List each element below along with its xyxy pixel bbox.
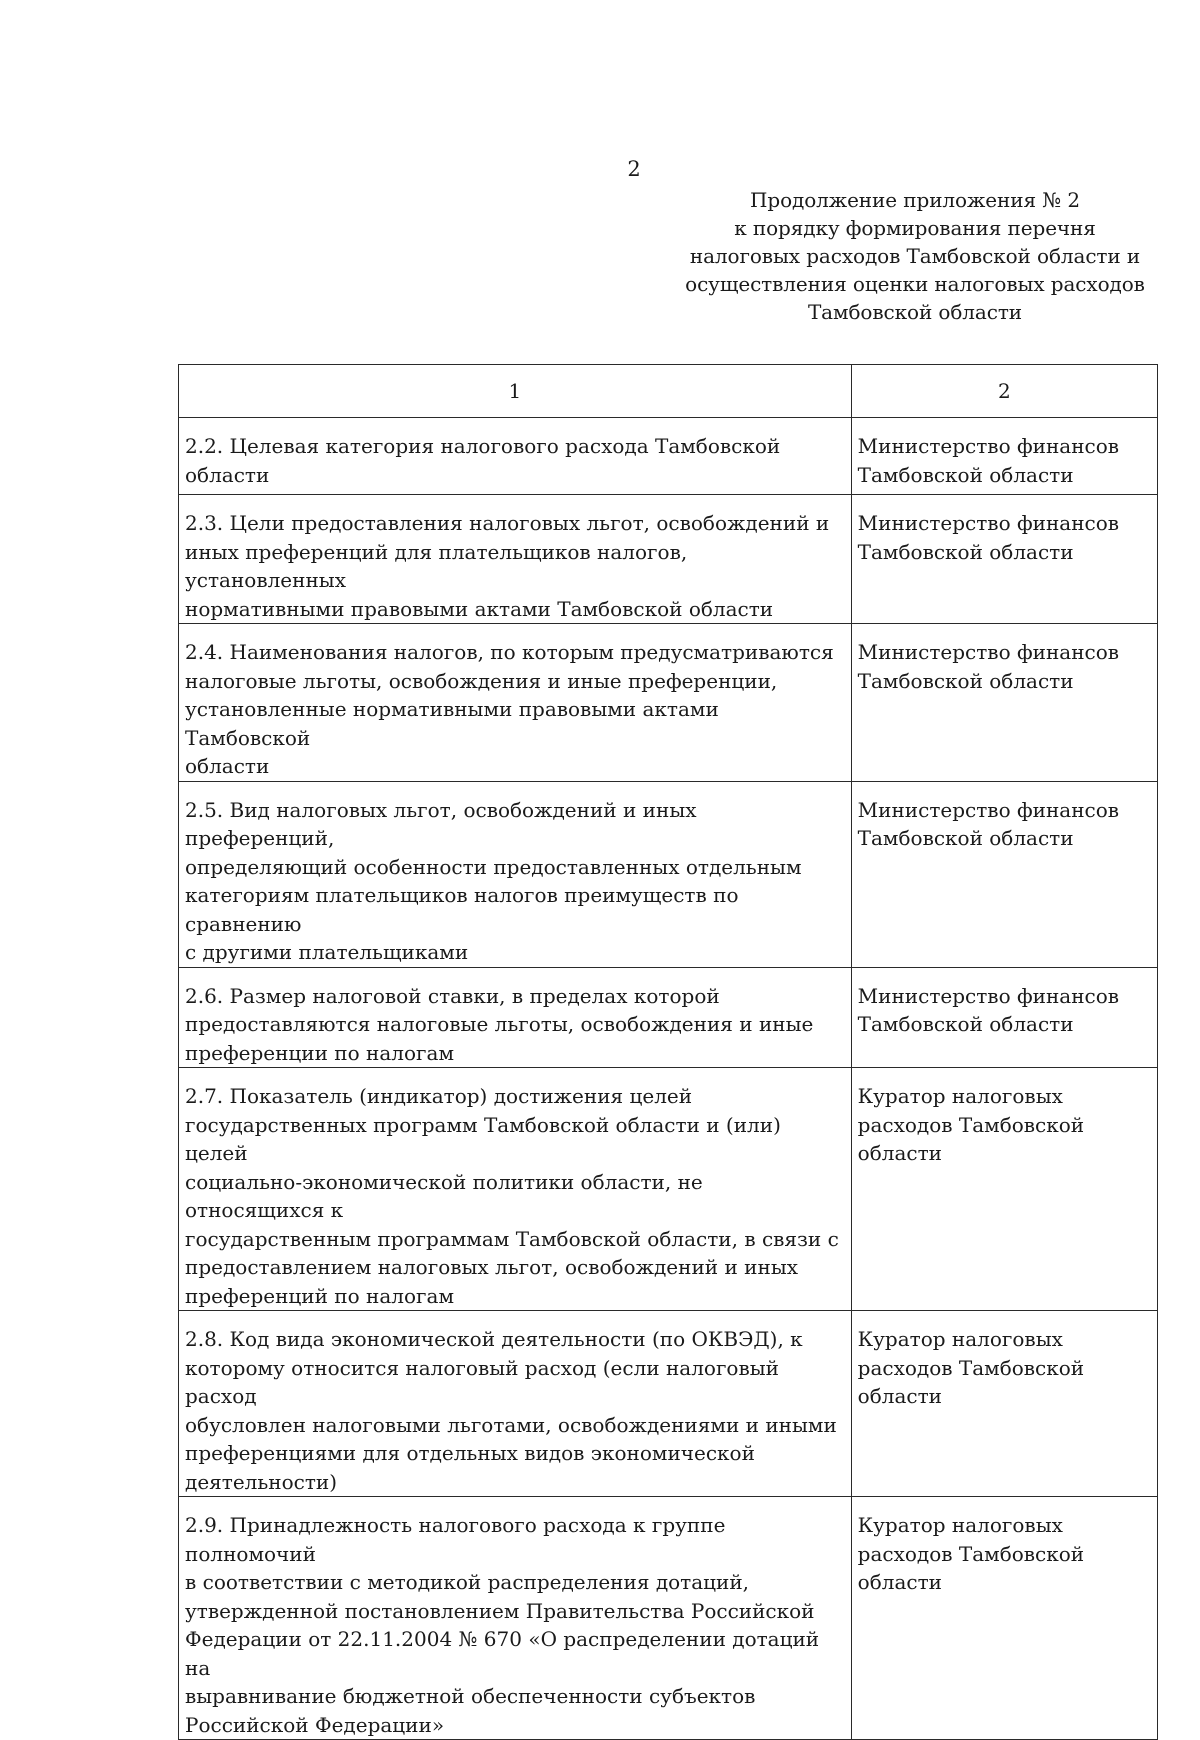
table-row (179, 624, 1158, 782)
table-cell-responsible (851, 1497, 1157, 1740)
appendix-header (660, 186, 1170, 326)
cell-line: Куратор налоговых (857, 1513, 1063, 1537)
cell-line: области (857, 1384, 942, 1408)
cell-line: преференций по налогам (185, 1283, 454, 1308)
page-number: 2 (627, 157, 641, 181)
table-header-row (179, 365, 1158, 418)
table-body (179, 418, 1158, 1740)
cell-line: Российской Федерации» (185, 1712, 445, 1737)
column-header-1: 1 (179, 365, 852, 418)
table-cell-responsible (851, 418, 1157, 495)
table-cell-description (179, 1497, 852, 1740)
cell-line: категориям плательщиков налогов преимуществ по сравнению (185, 883, 739, 936)
cell-line: социально-экономической политики области, не относящихся к (185, 1169, 703, 1222)
header-line: Продолжение приложения № 2 (750, 188, 1080, 212)
table-cell-description (179, 495, 852, 624)
cell-line: в соответствии с методикой распределения дотаций, (185, 1570, 750, 1594)
cell-line: 2.6. Размер налоговой ставки, в пределах которой (185, 983, 720, 1008)
cell-line: преференции по налогам (185, 1040, 454, 1065)
cell-line: Тамбовской области (857, 668, 1074, 693)
cell-line: 2.2. Целевая категория налогового расхода Тамбовской области (185, 434, 781, 487)
cell-line: Министерство финансов (857, 983, 1120, 1008)
header-line: Тамбовской области (807, 300, 1023, 324)
cell-line: которому относится налоговый расход (если налоговый расход (185, 1355, 779, 1408)
data-table (178, 364, 1158, 1740)
cell-line: определяющий особенности предоставленных отдельным (185, 854, 802, 879)
header-line: осуществления оценки налоговых расходов (685, 272, 1145, 296)
cell-line: 2.4. Наименования налогов, по которым предусматриваются (185, 640, 834, 664)
table-row (179, 1497, 1158, 1740)
header-line: к порядку формирования перечня (734, 216, 1096, 240)
cell-line: налоговые льготы, освобождения и иные преференции, (185, 668, 778, 693)
column-header-2: 2 (851, 365, 1157, 418)
table-row (179, 1068, 1158, 1311)
cell-line: нормативными правовыми актами Тамбовской области (185, 596, 774, 621)
cell-line: предоставлением налоговых льгот, освобождений и иных (185, 1255, 799, 1279)
cell-line: государственных программ Тамбовской области и (или) целей (185, 1112, 781, 1165)
cell-line: 2.8. Код вида экономической деятельности (по ОКВЭД), к (185, 1327, 803, 1351)
cell-line: обусловлен налоговыми льготами, освобождениями и иными (185, 1412, 837, 1437)
cell-line: Тамбовской области (857, 1012, 1074, 1036)
cell-line: 2.3. Цели предоставления налоговых льгот, освобождений и (185, 511, 830, 535)
table-row (179, 967, 1158, 1068)
table-cell-responsible (851, 624, 1157, 782)
table-cell-description (179, 1068, 852, 1311)
table-cell-description (179, 1311, 852, 1497)
table-cell-description (179, 781, 852, 967)
table-cell-description (179, 418, 852, 495)
cell-line: 2.9. Принадлежность налогового расхода к группе полномочий (185, 1513, 726, 1566)
header-line: налоговых расходов Тамбовской области и (689, 244, 1141, 268)
cell-line: деятельности) (185, 1469, 338, 1494)
cell-line: утвержденной постановлением Правительства Российской (185, 1598, 815, 1623)
cell-line: установленные нормативными правовыми актами Тамбовской (185, 697, 719, 750)
table-row (179, 418, 1158, 495)
cell-line: Министерство финансов (857, 797, 1120, 822)
table-cell-responsible (851, 1311, 1157, 1497)
cell-line: Куратор налоговых (857, 1327, 1063, 1351)
cell-line: Министерство финансов (857, 640, 1120, 664)
cell-line: расходов Тамбовской (857, 1112, 1085, 1137)
cell-line: выравнивание бюджетной обеспеченности субъектов (185, 1684, 756, 1708)
cell-line: с другими плательщиками (185, 940, 469, 964)
cell-line: Куратор налоговых (857, 1084, 1063, 1108)
cell-line: 2.5. Вид налоговых льгот, освобождений и иных преференций, (185, 797, 697, 850)
cell-line: области (857, 1141, 942, 1165)
table-cell-responsible (851, 781, 1157, 967)
cell-line: расходов Тамбовской (857, 1355, 1085, 1380)
cell-line: Министерство финансов (857, 511, 1120, 535)
cell-line: государственным программам Тамбовской области, в связи с (185, 1226, 839, 1251)
cell-line: иных преференций для плательщиков налогов, установленных (185, 539, 688, 592)
cell-line: области (185, 754, 270, 778)
table-row (179, 781, 1158, 967)
table-cell-responsible (851, 495, 1157, 624)
cell-line: 2.7. Показатель (индикатор) достижения целей (185, 1084, 693, 1108)
cell-line: Тамбовской области (857, 462, 1074, 487)
cell-line: расходов Тамбовской (857, 1541, 1085, 1566)
table-row (179, 1311, 1158, 1497)
table-cell-description (179, 967, 852, 1068)
cell-line: Тамбовской области (857, 826, 1074, 850)
cell-line: Тамбовской области (857, 539, 1074, 564)
table-row (179, 495, 1158, 624)
cell-line: области (857, 1570, 942, 1594)
table-cell-responsible (851, 1068, 1157, 1311)
table-cell-description (179, 624, 852, 782)
cell-line: предоставляются налоговые льготы, освобождения и иные (185, 1012, 814, 1036)
cell-line: Министерство финансов (857, 434, 1120, 458)
cell-line: преференциями для отдельных видов экономической (185, 1441, 755, 1465)
table-cell-responsible (851, 967, 1157, 1068)
cell-line: Федерации от 22.11.2004 № 670 «О распределении дотаций на (185, 1627, 820, 1680)
